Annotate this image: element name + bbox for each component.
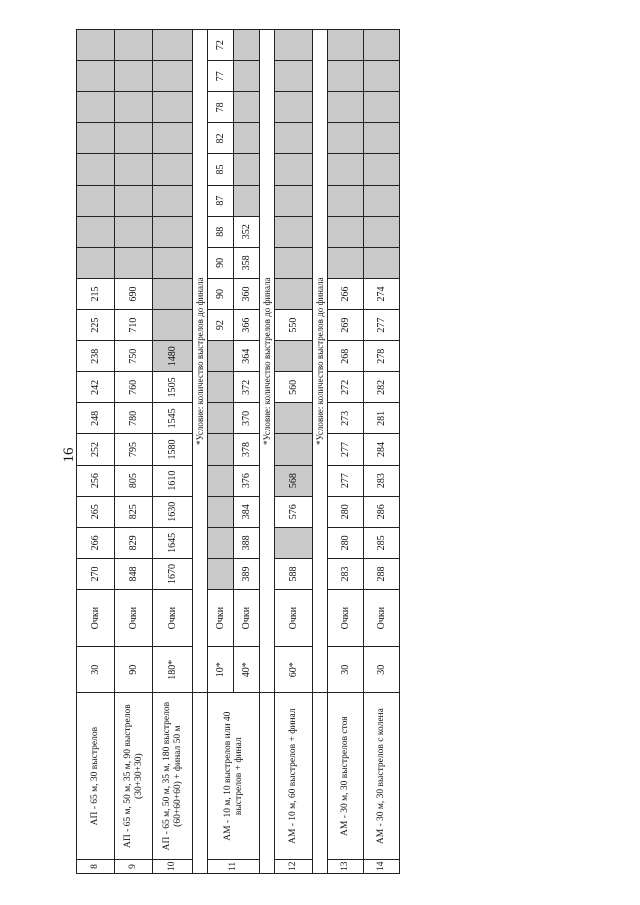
event-description: АМ - 10 м, 10 выстрелов или 40 выстрелов + финал <box>208 693 260 860</box>
score-cell <box>234 92 260 123</box>
score-cell <box>77 61 115 92</box>
score-cell <box>275 92 313 123</box>
score-cell: 284 <box>364 434 400 465</box>
score-cell <box>275 434 313 465</box>
score-cell: 72 <box>208 30 234 61</box>
score-cell: 266 <box>77 527 115 558</box>
score-cell: 90 <box>208 247 234 278</box>
score-cell: 283 <box>364 465 400 496</box>
unit-cell: Очки <box>234 590 260 647</box>
score-cell: 1480 <box>153 341 193 372</box>
score-cell <box>275 61 313 92</box>
unit-cell: Очки <box>208 590 234 647</box>
score-cell: 1630 <box>153 496 193 527</box>
score-cell <box>275 154 313 185</box>
score-table <box>76 29 400 874</box>
score-cell <box>77 92 115 123</box>
score-cell: 389 <box>234 558 260 589</box>
score-cell: 283 <box>328 558 364 589</box>
condition-row <box>313 30 328 874</box>
score-cell: 1670 <box>153 558 193 589</box>
score-cell <box>364 247 400 278</box>
score-cell: 352 <box>234 216 260 247</box>
score-cell: 273 <box>328 403 364 434</box>
empty-cell <box>260 693 275 874</box>
score-cell <box>275 216 313 247</box>
condition-note: *Условие: количество выстрелов до финала <box>193 30 208 693</box>
score-cell: 1545 <box>153 403 193 434</box>
score-cell <box>208 403 234 434</box>
score-cell <box>328 92 364 123</box>
score-cell: 78 <box>208 92 234 123</box>
score-cell: 1505 <box>153 372 193 403</box>
row-number: 9 <box>115 859 153 873</box>
condition-row <box>193 30 208 874</box>
score-cell <box>115 30 153 61</box>
event-description: АП - 65 м, 50 м, 35 м, 90 выстрелов (30+30+30) <box>115 693 153 860</box>
score-cell: 560 <box>275 372 313 403</box>
score-cell: 77 <box>208 61 234 92</box>
score-cell <box>328 61 364 92</box>
score-cell: 358 <box>234 247 260 278</box>
empty-cell <box>313 693 328 874</box>
score-cell: 364 <box>234 341 260 372</box>
score-cell <box>364 30 400 61</box>
score-cell: 274 <box>364 278 400 309</box>
score-cell: 366 <box>234 310 260 341</box>
score-cell <box>77 123 115 154</box>
score-cell: 242 <box>77 372 115 403</box>
score-cell <box>364 123 400 154</box>
score-cell: 225 <box>77 310 115 341</box>
score-cell <box>234 30 260 61</box>
unit-cell: Очки <box>153 590 193 647</box>
score-cell <box>234 123 260 154</box>
score-cell: 238 <box>77 341 115 372</box>
shots-cell: 180* <box>153 647 193 693</box>
score-cell <box>328 185 364 216</box>
score-cell: 266 <box>328 278 364 309</box>
score-cell <box>208 372 234 403</box>
score-cell: 278 <box>364 341 400 372</box>
score-cell: 277 <box>328 434 364 465</box>
score-cell: 281 <box>364 403 400 434</box>
score-cell: 388 <box>234 527 260 558</box>
table-row <box>364 30 400 874</box>
shots-cell: 10* <box>208 647 234 693</box>
score-cell: 252 <box>77 434 115 465</box>
score-cell <box>364 216 400 247</box>
score-cell: 690 <box>115 278 153 309</box>
shots-cell: 60* <box>275 647 313 693</box>
score-cell: 288 <box>364 558 400 589</box>
score-cell <box>77 247 115 278</box>
score-cell: 360 <box>234 278 260 309</box>
score-cell: 277 <box>328 465 364 496</box>
shots-cell: 90 <box>115 647 153 693</box>
score-cell <box>234 154 260 185</box>
score-cell <box>115 92 153 123</box>
page-number: 16 <box>61 447 77 463</box>
table-row <box>115 30 153 874</box>
score-cell <box>234 185 260 216</box>
score-cell <box>275 123 313 154</box>
score-cell: 88 <box>208 216 234 247</box>
score-cell <box>275 403 313 434</box>
score-cell <box>115 247 153 278</box>
score-cell: 85 <box>208 154 234 185</box>
score-cell <box>115 123 153 154</box>
score-cell <box>328 247 364 278</box>
table-row <box>77 30 115 874</box>
event-description: АМ - 30 м, 30 выстрелов стоя <box>328 693 364 860</box>
score-cell <box>115 216 153 247</box>
rotated-table-container <box>76 29 385 874</box>
event-description: АП - 65 м, 30 выстрелов <box>77 693 115 860</box>
row-number: 12 <box>275 859 313 873</box>
score-cell: 805 <box>115 465 153 496</box>
score-cell: 280 <box>328 496 364 527</box>
row-number: 14 <box>364 859 400 873</box>
score-cell <box>364 61 400 92</box>
score-cell: 370 <box>234 403 260 434</box>
score-cell <box>208 341 234 372</box>
score-cell <box>275 527 313 558</box>
event-description: АМ - 30 м, 30 выстрелов с колена <box>364 693 400 860</box>
score-cell <box>275 341 313 372</box>
score-cell <box>77 154 115 185</box>
score-cell <box>275 278 313 309</box>
unit-cell: Очки <box>364 590 400 647</box>
score-cell: 215 <box>77 278 115 309</box>
score-cell <box>364 185 400 216</box>
row-number: 11 <box>208 859 260 873</box>
score-cell: 825 <box>115 496 153 527</box>
score-cell <box>153 310 193 341</box>
shots-cell: 40* <box>234 647 260 693</box>
score-cell <box>153 92 193 123</box>
score-cell <box>208 558 234 589</box>
score-cell: 256 <box>77 465 115 496</box>
score-cell <box>153 123 193 154</box>
event-description: АП - 65 м, 50 м, 35 м, 180 выстрелов (60+60+60) + финал 50 м <box>153 693 193 860</box>
row-number: 8 <box>77 859 115 873</box>
score-cell: 378 <box>234 434 260 465</box>
score-cell <box>77 216 115 247</box>
score-cell <box>275 30 313 61</box>
score-cell: 277 <box>364 310 400 341</box>
score-cell <box>153 61 193 92</box>
score-cell: 1645 <box>153 527 193 558</box>
score-cell: 376 <box>234 465 260 496</box>
score-cell <box>77 185 115 216</box>
score-cell <box>153 278 193 309</box>
row-number: 10 <box>153 859 193 873</box>
score-cell <box>328 154 364 185</box>
score-cell: 848 <box>115 558 153 589</box>
condition-note: *Условие: количество выстрелов до финала <box>260 30 275 693</box>
score-cell <box>153 154 193 185</box>
score-cell: 265 <box>77 496 115 527</box>
score-cell <box>208 465 234 496</box>
event-description: АМ - 10 м, 60 выстрелов + финал <box>275 693 313 860</box>
score-cell: 372 <box>234 372 260 403</box>
table-row <box>153 30 193 874</box>
score-cell <box>234 61 260 92</box>
score-cell <box>115 154 153 185</box>
unit-cell: Очки <box>115 590 153 647</box>
score-cell: 750 <box>115 341 153 372</box>
score-cell: 795 <box>115 434 153 465</box>
score-cell: 270 <box>77 558 115 589</box>
score-cell: 568 <box>275 465 313 496</box>
score-cell: 780 <box>115 403 153 434</box>
condition-note: *Условие: количество выстрелов до финала <box>313 30 328 693</box>
score-cell: 280 <box>328 527 364 558</box>
empty-cell <box>193 693 208 874</box>
score-cell: 248 <box>77 403 115 434</box>
score-cell: 87 <box>208 185 234 216</box>
table-row <box>275 30 313 874</box>
score-cell <box>153 247 193 278</box>
score-cell: 829 <box>115 527 153 558</box>
score-cell: 90 <box>208 278 234 309</box>
shots-cell: 30 <box>77 647 115 693</box>
score-cell <box>153 216 193 247</box>
score-cell: 268 <box>328 341 364 372</box>
score-cell <box>275 185 313 216</box>
score-cell: 282 <box>364 372 400 403</box>
score-cell: 760 <box>115 372 153 403</box>
unit-cell: Очки <box>328 590 364 647</box>
score-cell: 1580 <box>153 434 193 465</box>
score-cell: 272 <box>328 372 364 403</box>
score-cell: 286 <box>364 496 400 527</box>
score-cell <box>328 123 364 154</box>
unit-cell: Очки <box>77 590 115 647</box>
score-cell <box>77 30 115 61</box>
score-cell <box>153 30 193 61</box>
condition-row <box>260 30 275 874</box>
table-row <box>328 30 364 874</box>
shots-cell: 30 <box>364 647 400 693</box>
score-cell: 269 <box>328 310 364 341</box>
unit-cell: Очки <box>275 590 313 647</box>
score-cell <box>208 496 234 527</box>
score-cell: 550 <box>275 310 313 341</box>
score-cell <box>153 185 193 216</box>
score-cell <box>115 61 153 92</box>
score-cell: 1610 <box>153 465 193 496</box>
score-cell: 82 <box>208 123 234 154</box>
score-cell: 384 <box>234 496 260 527</box>
score-cell <box>208 527 234 558</box>
score-cell: 710 <box>115 310 153 341</box>
score-cell <box>115 185 153 216</box>
score-cell: 576 <box>275 496 313 527</box>
table-row <box>208 30 234 874</box>
score-cell <box>208 434 234 465</box>
score-cell: 285 <box>364 527 400 558</box>
score-cell <box>328 216 364 247</box>
row-number: 13 <box>328 859 364 873</box>
score-cell <box>364 92 400 123</box>
score-cell: 588 <box>275 558 313 589</box>
score-cell: 92 <box>208 310 234 341</box>
score-cell <box>328 30 364 61</box>
score-cell <box>364 154 400 185</box>
score-cell <box>275 247 313 278</box>
shots-cell: 30 <box>328 647 364 693</box>
